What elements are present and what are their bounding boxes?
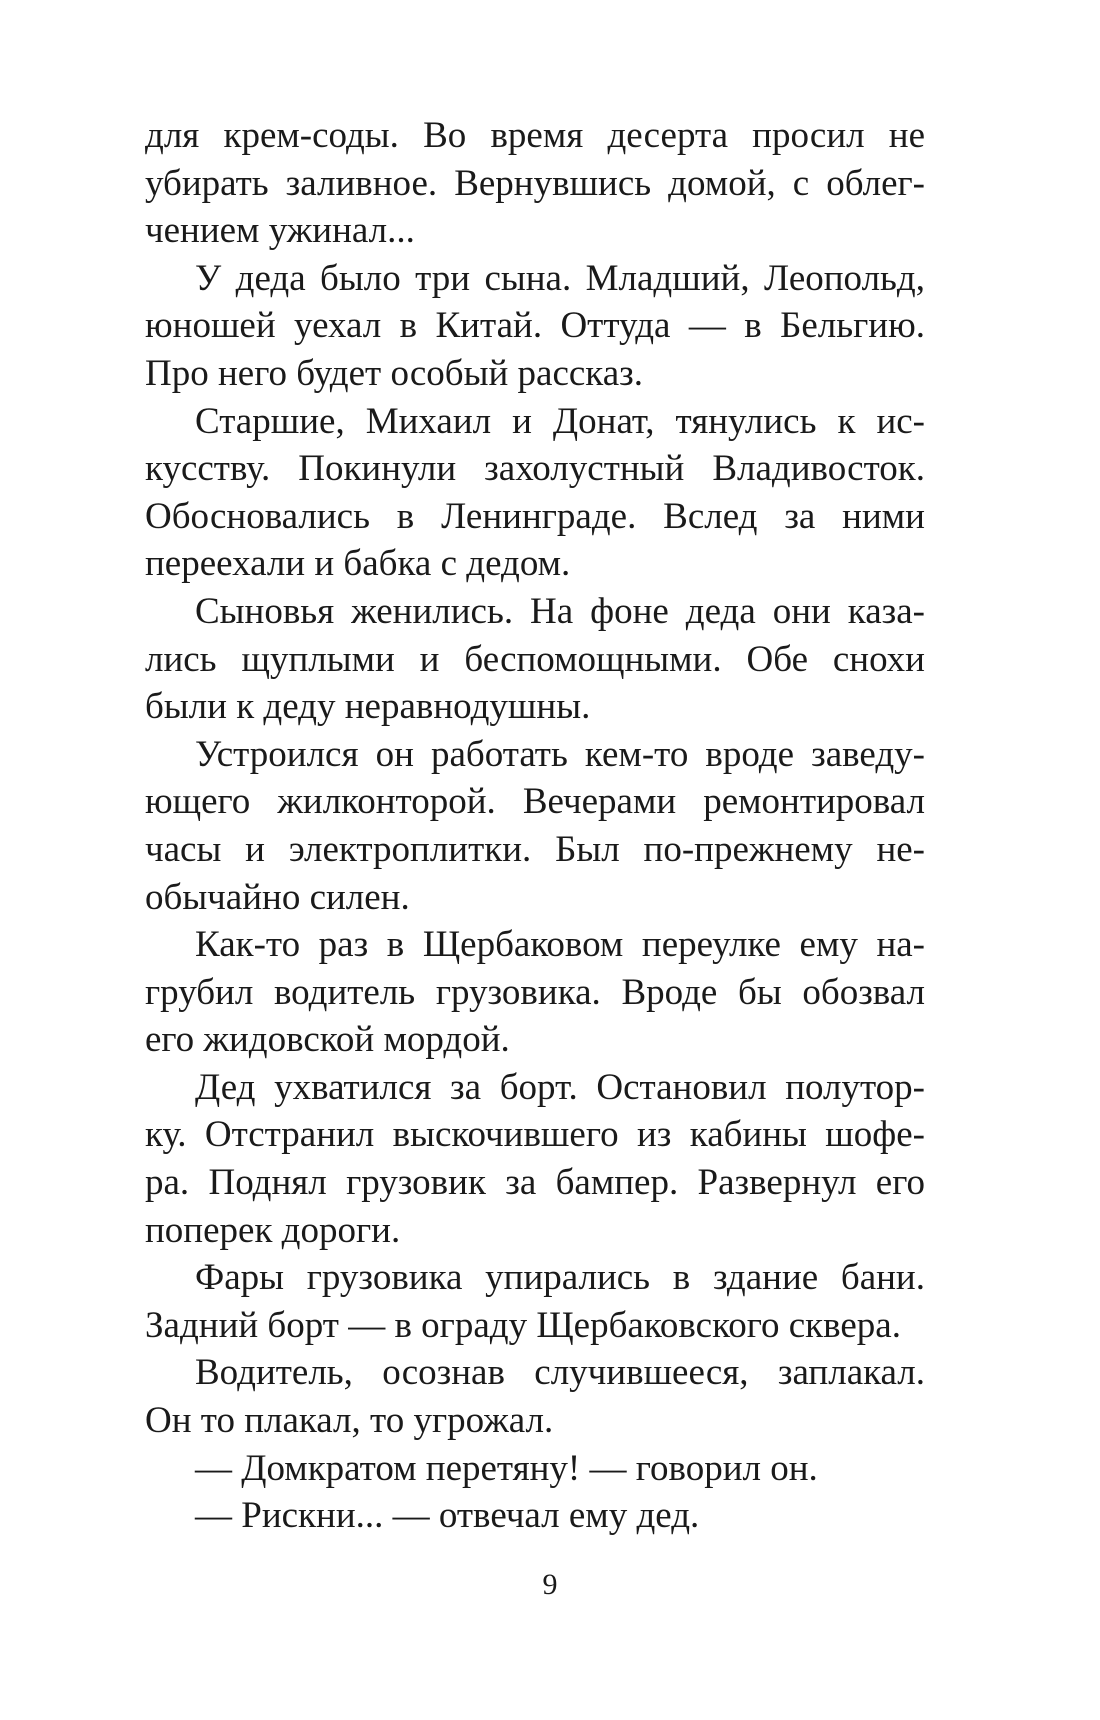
text-line: — Домкратом перетяну! — говорил он. <box>195 1447 818 1489</box>
paragraph <box>145 588 925 731</box>
text-line: часы и электроплитки. Был по-прежнему не- <box>145 828 925 870</box>
text-line: Задний борт — в ограду Щербаковского сквера. <box>145 1304 901 1346</box>
text-line: Фары грузовика упирались в здание бани. <box>195 1257 925 1299</box>
text-line: Дед ухватился за борт. Остановил полутор- <box>195 1066 925 1108</box>
text-line: переехали и бабка с дедом. <box>145 543 571 585</box>
text-line: Старшие, Михаил и Донат, тянулись к ис- <box>195 400 925 442</box>
text-line: Водитель, осознав случившееся, заплакал. <box>195 1352 925 1394</box>
text-line: были к деду неравнодушны. <box>145 686 591 728</box>
text-line: кусству. Покинули захолустный Владивосток. <box>145 448 925 490</box>
paragraph <box>145 1492 925 1540</box>
text-line: лись щуплыми и беспомощными. Обе снохи <box>145 638 925 680</box>
text-line: поперек дороги. <box>145 1209 401 1251</box>
text-line: Он то плакал, то угрожал. <box>145 1400 554 1442</box>
paragraph <box>145 1254 925 1349</box>
text-line: Сыновья женились. На фоне деда они каза- <box>195 590 925 632</box>
text-line: Как-то раз в Щербаковом переулке ему на- <box>195 924 925 966</box>
text-line: чением ужинал... <box>145 210 415 252</box>
text-line: юношей уехал в Китай. Оттуда — в Бельгию. <box>145 305 925 347</box>
paragraph <box>145 921 925 1064</box>
text-line: Обосновались в Ленинграде. Вслед за ними <box>145 495 925 537</box>
book-page-text <box>145 112 925 1540</box>
text-line: для крем-соды. Во время десерта просил не <box>145 115 925 156</box>
page-number: 9 <box>542 1568 558 1601</box>
paragraph <box>145 731 925 921</box>
text-line: его жидовской мордой. <box>145 1019 510 1061</box>
paragraph <box>145 398 925 588</box>
text-line: ку. Отстранил выскочившего из кабины шофе- <box>145 1114 925 1156</box>
text-line: У деда было три сына. Младший, Леопольд, <box>195 257 925 299</box>
paragraph <box>145 1064 925 1254</box>
paragraph <box>145 1445 925 1493</box>
text-line: обычайно силен. <box>145 876 410 918</box>
text-line: ющего жилконторой. Вечерами ремонтировал <box>145 781 925 823</box>
paragraph <box>145 255 925 398</box>
text-line: убирать заливное. Вернувшись домой, с облег- <box>145 162 925 204</box>
text-line: грубил водитель грузовика. Вроде бы обозвал <box>145 971 925 1013</box>
text-line: — Рискни... — отвечал ему дед. <box>195 1495 700 1537</box>
paragraph <box>145 112 925 255</box>
text-line: Устроился он работать кем-то вроде заведу- <box>195 733 925 775</box>
paragraph <box>145 1349 925 1444</box>
text-line: Про него будет особый рассказ. <box>145 352 644 394</box>
text-line: ра. Поднял грузовик за бампер. Развернул его <box>145 1162 925 1204</box>
